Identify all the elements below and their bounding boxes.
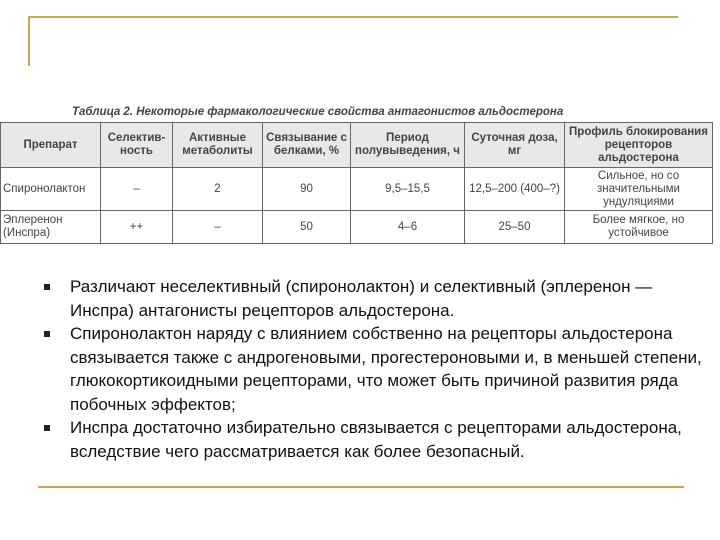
table-cell: 4–6 xyxy=(351,211,465,244)
square-bullet-icon xyxy=(44,425,50,431)
table-header-row xyxy=(1,123,713,168)
column-header: Период полувыведения, ч xyxy=(351,123,465,168)
square-bullet-icon xyxy=(44,331,50,337)
table-cell: 2 xyxy=(173,168,263,211)
table-cell: 9,5–15,5 xyxy=(351,168,465,211)
table-cell: Более мягкое, но устойчивое xyxy=(565,211,713,244)
list-item xyxy=(42,275,702,322)
decorative-frame-top-line xyxy=(28,16,678,18)
pharmacology-table-container xyxy=(0,122,712,244)
column-header: Селектив-ность xyxy=(101,123,173,168)
list-item xyxy=(42,416,702,463)
table-cell: 90 xyxy=(263,168,351,211)
list-item xyxy=(42,322,702,416)
table-cell: Сильное, но со значительными ундуляциями xyxy=(565,168,713,211)
table-cell: ++ xyxy=(101,211,173,244)
decorative-frame-left-line xyxy=(28,16,30,66)
table-row xyxy=(1,211,713,244)
table-cell: 25–50 xyxy=(465,211,565,244)
table-cell: – xyxy=(101,168,173,211)
bullet-text: Спиронолактон наряду с влиянием собственно на рецепторы альдостерона связывается также с андрогеновыми, прогестероновыми и, в меньшей степени, глюкокортикоидными рецепторами, что может быть причиной развития ряда побочных эффектов; xyxy=(70,324,702,414)
square-bullet-icon xyxy=(44,284,50,290)
table-cell: Эплеренон (Инспра) xyxy=(1,211,101,244)
decorative-frame-bottom-line xyxy=(38,486,684,488)
table-cell: – xyxy=(173,211,263,244)
column-header: Препарат xyxy=(1,123,101,168)
column-header: Профиль блокирования рецепторов альдостерона xyxy=(565,123,713,168)
bullet-text: Инспра достаточно избирательно связывается с рецепторами альдостерона, вследствие чего рассматривается как более безопасный. xyxy=(70,418,682,461)
pharmacology-table xyxy=(0,122,713,244)
table-row xyxy=(1,168,713,211)
table-cell: Спиронолактон xyxy=(1,168,101,211)
column-header: Активные метаболиты xyxy=(173,123,263,168)
table-cell: 12,5–200 (400–?) xyxy=(465,168,565,211)
column-header: Связывание с белками, % xyxy=(263,123,351,168)
table-cell: 50 xyxy=(263,211,351,244)
column-header: Суточная доза, мг xyxy=(465,123,565,168)
bullet-text: Различают неселективный (спиронолактон) и селективный (эплеренон — Инспра) антагонисты рецепторов альдостерона. xyxy=(70,277,653,320)
bullet-list xyxy=(42,275,702,463)
table-caption: Таблица 2. Некоторые фармакологические свойства антагонистов альдостерона xyxy=(72,106,564,118)
